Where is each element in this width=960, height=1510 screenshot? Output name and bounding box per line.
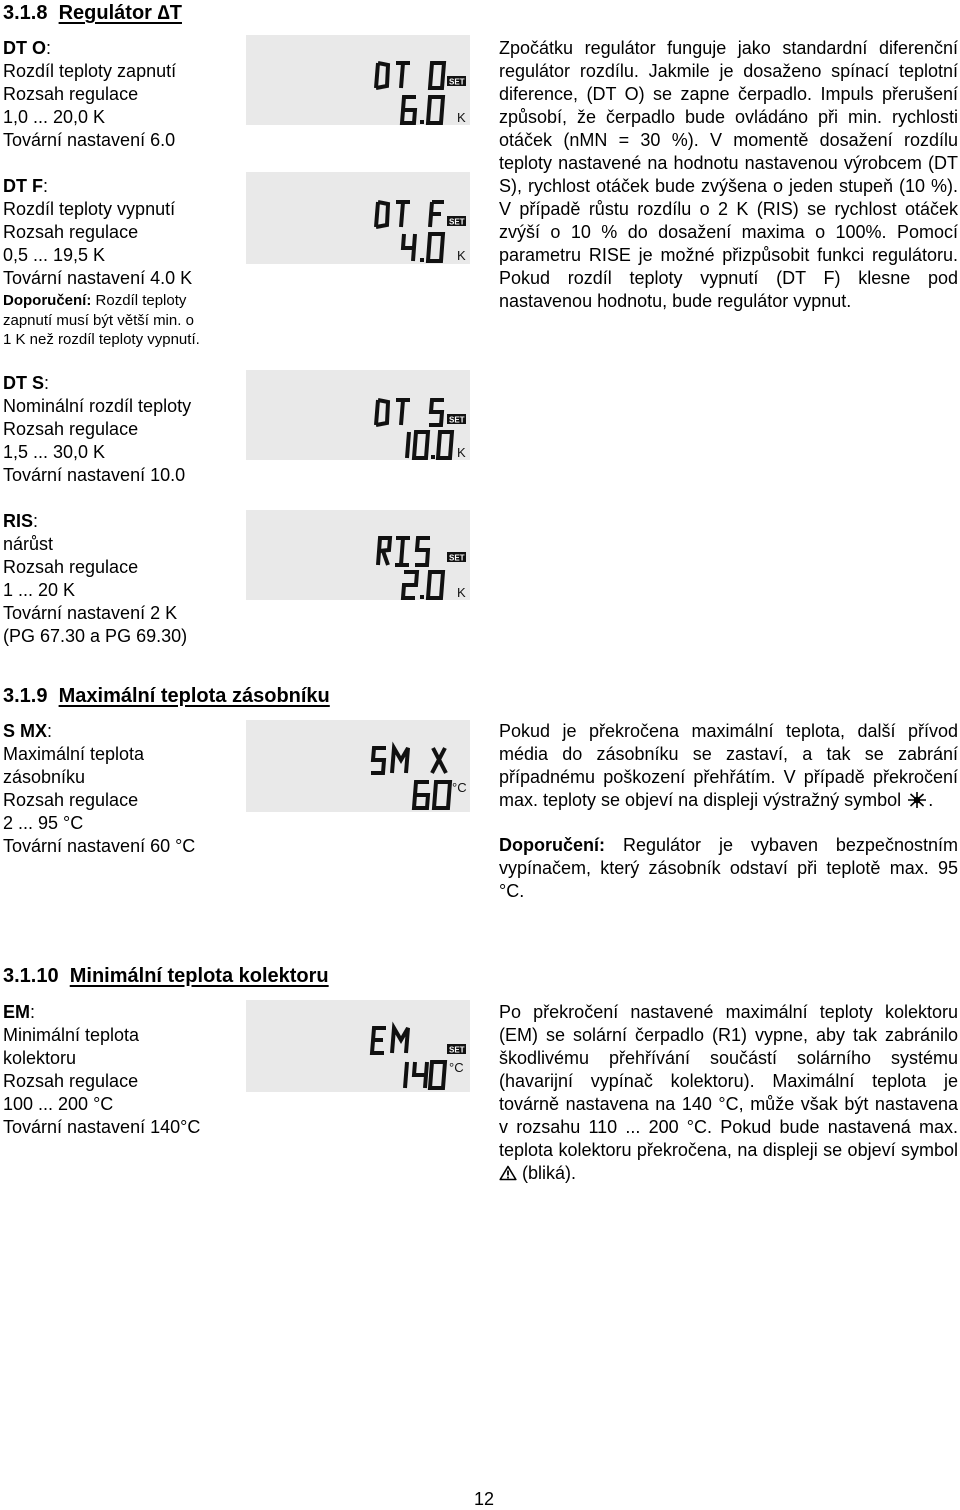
lcd-segments-value <box>414 782 450 808</box>
range-value: 0,5 ... 19,5 K <box>3 245 106 265</box>
param-em: EM: Minimální teplota kolektoru Rozsah regulace 100 ... 200 °C Tovární nastavení 140°C <box>3 1001 243 1139</box>
lcd-unit: K <box>457 585 466 600</box>
range-value: 100 ... 200 °C <box>3 1094 114 1114</box>
lcd-segments-top <box>376 63 444 88</box>
lcd-segments-top <box>376 400 444 425</box>
lcd-unit: °C <box>449 1060 464 1075</box>
lcd-screen <box>246 510 470 600</box>
description-em: Po překročení nastavené maximální teploty kolektoru (EM) se solární čerpadlo (R1) vypne, aby tak zabránilo škodlivému přehřívání součástí solárního systému (havarijní vypínač kolektoru). Maximální teplota je továrně nastavena na 140 °C, může však být nastavena v rozsahu 110 ... 200 °C. Pokud bude nastavená max. teplota kolektoru překročena, na displeji se objeví symbol (bliká). <box>499 1002 958 1183</box>
lcd-display-dts <box>246 370 470 460</box>
lcd-segments-top <box>378 538 430 565</box>
recommendation-line: 1 K než rozdíl teploty vypnutí. <box>3 331 200 348</box>
description-dt <box>499 37 958 313</box>
lcd-segments-value <box>402 97 443 124</box>
param-name: DT F <box>3 176 43 196</box>
lcd-screen <box>246 172 470 264</box>
range-label: Rozsah regulace <box>3 557 139 577</box>
lcd-segments-top <box>371 748 446 773</box>
section-title: Minimální teplota kolektoru <box>69 965 329 987</box>
param-label: Rozdíl teploty zapnutí <box>3 61 177 81</box>
recommendation-line: zapnutí musí být větší min. o <box>3 311 194 329</box>
section-title: Maximální teplota zásobníku <box>58 685 330 707</box>
lcd-screen <box>246 720 470 812</box>
param-label: Maximální teplota <box>3 744 145 764</box>
range-label: Rozsah regulace <box>3 84 139 104</box>
param-name: RIS <box>3 511 34 531</box>
set-badge-text: SET <box>449 553 465 563</box>
lcd-unit: K <box>457 110 466 125</box>
lcd-segments-value <box>403 234 443 262</box>
set-badge-text: SET <box>449 217 465 227</box>
range-value: 2 ... 95 °C <box>3 813 84 833</box>
section-number: 3.1.10 <box>3 965 59 987</box>
param-label: Minimální teplota <box>3 1025 140 1045</box>
param-label: kolektoru <box>3 1048 77 1068</box>
factory-setting: Tovární nastavení 10.0 <box>3 465 186 485</box>
description-smx: Pokud je překročena maximální teplota, další přívod média do zásobníku se zastaví, a tak se zabrání případnému poškození přehřátím. V případě překročení max. teploty se objeví na displeji výstražný symbol . Doporučení: Regulátor je vybaven bezpečnostním vypínačem, který zásobník odstaví při teplotě max. 95 °C. <box>499 721 958 901</box>
range-label: Rozsah regulace <box>3 790 139 810</box>
param-name: EM <box>3 1002 30 1022</box>
range-label: Rozsah regulace <box>3 222 139 242</box>
factory-setting: Tovární nastavení 2 K <box>3 603 178 623</box>
section-heading-3-1-10 <box>3 965 329 988</box>
section-number: 3.1.8 <box>3 2 48 24</box>
recommendation: Doporučení: Rozdíl teploty <box>3 292 187 309</box>
param-label: Rozdíl teploty vypnutí <box>3 199 176 219</box>
lcd-screen <box>246 1000 470 1092</box>
set-badge-text: SET <box>449 77 465 87</box>
lcd-display-smx <box>246 720 470 812</box>
section-heading-3-1-8 <box>3 2 182 25</box>
param-name: DT S <box>3 373 45 393</box>
lcd-segments-top <box>376 202 444 227</box>
sun-warning-icon <box>906 791 928 809</box>
set-badge-text: SET <box>449 1045 465 1055</box>
param-label: Nominální rozdíl teploty <box>3 396 192 416</box>
set-badge-text: SET <box>449 415 465 425</box>
lcd-display-dto <box>246 35 470 125</box>
lcd-segments-value <box>403 572 443 599</box>
param-dto: DT O: Rozdíl teploty zapnutí Rozsah regulace 1,0 ... 20,0 K Tovární nastavení 6.0 <box>3 37 238 152</box>
lcd-screen <box>246 370 470 460</box>
description-text: Pokud je překročena maximální teplota, další přívod média do zásobníku se zastaví, a tak se zabrání případnému poškození přehřátím. V případě překročení max. teploty se objeví na displeji výstražný symbol <box>499 721 958 810</box>
factory-setting: Tovární nastavení 60 °C <box>3 836 196 856</box>
param-smx: S MX: Maximální teplota zásobníku Rozsah regulace 2 ... 95 °C Tovární nastavení 60 °C <box>3 720 243 858</box>
lcd-segments-top <box>372 1028 408 1053</box>
range-label: Rozsah regulace <box>3 419 139 439</box>
lcd-segments-value <box>405 1062 445 1088</box>
warning-triangle-icon <box>499 1165 517 1181</box>
factory-setting: Tovární nastavení 4.0 K <box>3 268 193 288</box>
factory-setting: Tovární nastavení 140°C <box>3 1117 201 1137</box>
lcd-unit: K <box>457 248 466 263</box>
lcd-unit: K <box>457 445 466 460</box>
range-label: Rozsah regulace <box>3 1071 139 1091</box>
param-dtf: DT F: Rozdíl teploty vypnutí Rozsah regulace 0,5 ... 19,5 K Tovární nastavení 4.0 K Doporučení: Rozdíl teploty zapnutí musí být větší min. o 1 K než rozdíl teploty vypnutí. <box>3 175 243 350</box>
description-text: Po překročení nastavené maximální teploty kolektoru (EM) se solární čerpadlo (R1) vypne, aby tak zabránilo škodlivému přehřívání součástí solárního systému (havarijní vypínač kolektoru). Maximální teplota je továrně nastavena na 140 °C, může však být nastavena v rozsahu 110 ... 200 °C. Pokud bude nastavená max. teplota kolektoru překročena, na displeji se objeví symbol <box>499 1002 958 1160</box>
description-text: Zpočátku regulátor funguje jako standardní diferenční regulátor rozdílu. Jakmile je dosaženo spínací teplotní diference, (DT O) se zapne čerpadlo. Impuls přerušení způsobí, že čerpadlo bude ovládáno při min. rychlosti otáček (nMN = 30 %). V momentě dosažení rozdílu teploty nastavené na hodnotu nastavenou výrobcem (DT S), rychlost otáček bude zvýšena o jeden stupeň (10 %). V případě růstu rozdílu o 2 K (RIS) se rychlost otáček zvýší o 10 % do dosažení maxima o 100%. Pomocí parametru RISE je možné přizpůsobit funkci regulátoru. Pokud rozdíl teploty vypnutí (DT F) klesne pod nastavenou hodnotu, bude regulátor vypnut. <box>499 38 958 311</box>
section-number: 3.1.9 <box>3 685 48 707</box>
param-name: S MX <box>3 721 48 741</box>
factory-setting: Tovární nastavení 6.0 <box>3 130 176 150</box>
param-label: zásobníku <box>3 767 86 787</box>
section-heading-3-1-9 <box>3 685 330 708</box>
lcd-display-em <box>246 1000 470 1092</box>
param-note: (PG 67.30 a PG 69.30) <box>3 626 188 646</box>
param-label: nárůst <box>3 534 54 554</box>
lcd-display-dtf <box>246 172 470 264</box>
param-ris: RIS: nárůst Rozsah regulace 1 ... 20 K Tovární nastavení 2 K (PG 67.30 a PG 69.30) <box>3 510 243 648</box>
lcd-segments-value <box>407 432 452 459</box>
range-value: 1,5 ... 30,0 K <box>3 442 106 462</box>
recommendation-label: Doporučení: <box>499 835 605 855</box>
param-dts: DT S: Nominální rozdíl teploty Rozsah regulace 1,5 ... 30,0 K Tovární nastavení 10.0 <box>3 372 243 487</box>
section-title: Regulátor ∆T <box>58 2 182 24</box>
recommendation-text: Regulátor je vybaven bezpečnostním vypínačem, který zásobník odstaví při teplotě max. 95 °C. <box>499 835 958 901</box>
lcd-screen <box>246 35 470 125</box>
range-value: 1,0 ... 20,0 K <box>3 107 106 127</box>
lcd-display-ris <box>246 510 470 600</box>
recommendation-label: Doporučení: <box>3 292 92 309</box>
page-number: 12 <box>474 1489 495 1509</box>
lcd-unit: °C <box>452 780 467 795</box>
param-name: DT O <box>3 38 46 58</box>
range-value: 1 ... 20 K <box>3 580 76 600</box>
